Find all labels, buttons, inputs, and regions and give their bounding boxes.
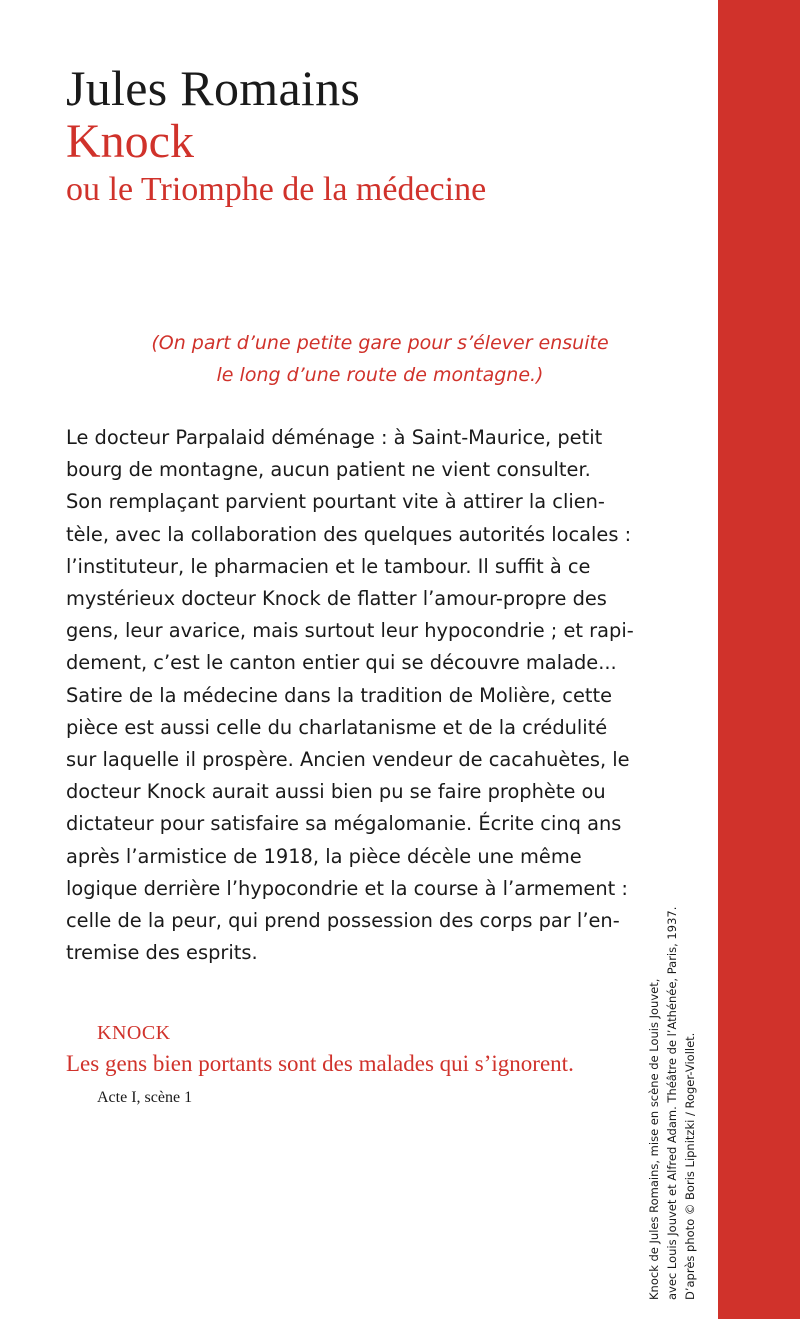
- summary-line: tremise des esprits.: [66, 941, 258, 965]
- summary-line: mystérieux docteur Knock de flatter l’amour-propre des: [66, 587, 607, 611]
- summary-line: Satire de la médecine dans la tradition de Molière, cette: [66, 683, 613, 707]
- summary-line: dictateur pour satisfaire sa mégalomanie. Écrite cinq ans: [66, 812, 622, 836]
- quote-text: Les gens bien portants sont des malades qui s’ignorent.: [66, 1051, 574, 1076]
- summary-line: docteur Knock aurait aussi bien pu se faire prophète ou: [66, 780, 606, 804]
- summary-line: Son remplaçant parvient pourtant vite à attirer la clien-: [66, 490, 605, 514]
- stage-direction: [100, 327, 660, 391]
- author-name: Jules Romains: [66, 60, 361, 116]
- summary-text: [66, 422, 646, 969]
- credit-line: D’après photo © Boris Lipnitzki / Roger-Viollet.: [683, 1032, 697, 1300]
- quote-speaker: KNOCK: [97, 1022, 171, 1044]
- summary-line: dement, c’est le canton entier qui se découvre malade...: [66, 651, 617, 675]
- summary-line: logique derrière l’hypocondrie et la course à l’armement :: [66, 876, 628, 900]
- summary-line: après l’armistice de 1918, la pièce décèle une même: [66, 844, 582, 868]
- stage-direction-line: le long d’une route de montagne.): [216, 364, 544, 386]
- summary-line: l’instituteur, le pharmacien et le tambour. Il suffit à ce: [66, 554, 591, 578]
- red-spine-band: [718, 0, 800, 1319]
- quote-source: Acte I, scène 1: [97, 1089, 193, 1106]
- summary-line: sur laquelle il prospère. Ancien vendeur de cacahuètes, le: [66, 748, 630, 772]
- summary-line: tèle, avec la collaboration des quelques autorités locales :: [66, 522, 632, 546]
- stage-direction-line: (On part d’une petite gare pour s’élever ensuite: [151, 332, 609, 354]
- credit-line: avec Louis Jouvet et Alfred Adam. Théâtre de l’Athénée, Paris, 1937.: [665, 906, 679, 1300]
- summary-line: bourg de montagne, aucun patient ne vient consulter.: [66, 458, 591, 482]
- book-title: Knock: [66, 115, 194, 168]
- photo-credits: [645, 906, 699, 1300]
- credit-line: Knock de Jules Romains, mise en scène de Louis Jouvet,: [647, 978, 661, 1300]
- summary-line: gens, leur avarice, mais surtout leur hypocondrie ; et rapi-: [66, 619, 634, 643]
- book-subtitle: ou le Triomphe de la médecine: [66, 171, 487, 208]
- summary-line: Le docteur Parpalaid déménage : à Saint-Maurice, petit: [66, 426, 603, 449]
- summary-line: celle de la peur, qui prend possession des corps par l’en-: [66, 909, 620, 933]
- summary-line: pièce est aussi celle du charlatanisme et de la crédulité: [66, 715, 608, 739]
